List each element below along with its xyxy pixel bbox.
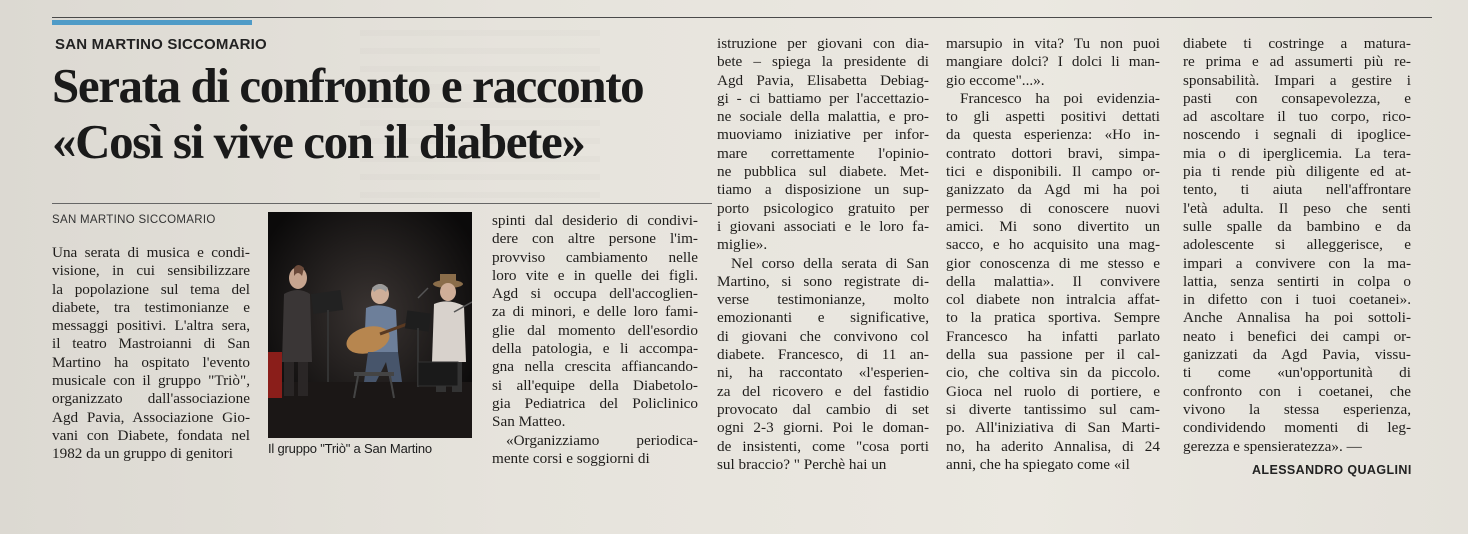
text-line: glie dal momento dell'esordio bbox=[492, 321, 698, 339]
text-line: ganizzato da Agd mi ha poi bbox=[946, 181, 1160, 199]
text-line: vani con Diabete, fondata nel bbox=[52, 426, 250, 444]
text-line: «Organizziamo periodica- bbox=[506, 431, 698, 449]
text-line: Gioca nel ruolo di portiere, e bbox=[946, 382, 1160, 400]
headline-rule bbox=[52, 203, 712, 204]
text-line: visione, in cui sensibilizzare bbox=[52, 262, 250, 280]
text-line: de insistenti, come "cosa porti bbox=[717, 437, 929, 455]
text-line: della patologia, e li accompa- bbox=[492, 340, 698, 358]
text-line: no, ha aderito Annalisa, di 24 bbox=[946, 437, 1160, 455]
text-line: pasti con consapevolezza, e bbox=[1183, 89, 1411, 107]
text-line: bete – spiega la presidente di bbox=[717, 53, 929, 71]
text-line: cio, che coltiva sin da piccolo. bbox=[946, 364, 1160, 382]
text-line: verse testimonianze, molto bbox=[717, 291, 929, 309]
text-line: di giovani che convivono col bbox=[717, 327, 929, 345]
text-line: Francesco ha infatti parlato bbox=[946, 327, 1160, 345]
text-line: za del ricovero e del fastidio bbox=[717, 382, 929, 400]
text-line: ganizzati da Agd Pavia, vissu- bbox=[1183, 346, 1411, 364]
text-line: diabete, tra testimonianze e bbox=[52, 298, 250, 316]
text-line: sulle spalle da bambino e da bbox=[1183, 217, 1411, 235]
text-line: za di minori, e delle loro fami- bbox=[492, 303, 698, 321]
text-line: tiamo a disposizione un sup- bbox=[717, 181, 929, 199]
text-line: mia o di iperglicemia. La tera- bbox=[1183, 144, 1411, 162]
text-line: gior conoscenza di me stesso e bbox=[946, 254, 1160, 272]
text-line: da questa esperienza: «Ho in- bbox=[946, 126, 1160, 144]
text-line: lattia, senza sentirti in colpa o bbox=[1183, 272, 1411, 290]
text-line: diabete. Francesco, di 11 an- bbox=[717, 346, 929, 364]
text-line: spinti dal desiderio di condivi- bbox=[492, 212, 698, 229]
text-line: ni, ha raccontato «l'esperien- bbox=[717, 364, 929, 382]
text-line: provocato dal cambio di set bbox=[717, 400, 929, 418]
text-line: San Matteo. bbox=[492, 413, 566, 431]
text-line: porto psicologico gratuito per bbox=[717, 199, 929, 217]
text-line: contrato dottori bravi, simpa- bbox=[946, 144, 1160, 162]
article-column-1 bbox=[52, 244, 250, 464]
text-line: sul braccio? " Perchè hai un bbox=[717, 455, 887, 473]
text-line: permesso di conoscere nuovi bbox=[946, 199, 1160, 217]
text-line: provviso cambiamento nelle bbox=[492, 248, 698, 266]
text-line: noscendo i segnali di ipoglice- bbox=[1183, 126, 1411, 144]
text-line: Agd si occupa dell'accoglien- bbox=[492, 285, 698, 303]
text-line: po. All'iniziativa di San Marti- bbox=[946, 419, 1160, 437]
author-signature: ALESSANDRO QUAGLINI bbox=[1252, 463, 1412, 477]
text-line: i giovani associati e le loro fa- bbox=[717, 217, 929, 235]
photo-caption: Il gruppo "Triò" a San Martino bbox=[268, 441, 432, 456]
text-line: gi - ci battiamo per l'accettazio- bbox=[717, 89, 929, 107]
text-line: marsupio in vita? Tu non puoi bbox=[946, 35, 1160, 52]
text-line: ti come «un'opportunità di bbox=[1183, 364, 1411, 382]
text-line: loro vite e in quelle dei figli. bbox=[492, 266, 698, 284]
text-line: re prima e ad assumerti più re- bbox=[1183, 53, 1411, 71]
text-line: sponsabilità. Impari a gestire i bbox=[1183, 71, 1411, 89]
text-line: mente corsi e soggiorni di bbox=[492, 449, 650, 467]
text-line: si all'equipe della Diabetolo- bbox=[492, 376, 698, 394]
concert-photo-illustration bbox=[268, 212, 472, 438]
section-label: SAN MARTINO SICCOMARIO bbox=[55, 36, 267, 53]
text-line: vivono la stessa esperienza, bbox=[1183, 400, 1411, 418]
text-line: tento, ti aiuta nell'affrontare bbox=[1183, 181, 1411, 199]
text-line: tici e disponibili. Il campo or- bbox=[946, 163, 1160, 181]
text-line: to la pratica sportiva. Sempre bbox=[946, 309, 1160, 327]
text-line: gio eccome"...». bbox=[946, 71, 1045, 89]
article-column-2 bbox=[492, 212, 698, 468]
text-line: diabete ti costringe a matura- bbox=[1183, 35, 1411, 52]
text-line: col diabete non intralcia affat- bbox=[946, 291, 1160, 309]
text-line: sacco, e ho acquisito una mag- bbox=[946, 236, 1160, 254]
text-line: Una serata di musica e condi- bbox=[52, 244, 250, 261]
text-line: Francesco ha poi evidenzia- bbox=[960, 89, 1160, 107]
text-line: Anche Annalisa ha poi sottoli- bbox=[1183, 309, 1411, 327]
text-line: mangiare dolci? I dolci li man- bbox=[946, 53, 1160, 71]
text-line: emozionanti e significative, bbox=[717, 309, 929, 327]
text-line: ogni 2-3 giorni. Poi le doman- bbox=[717, 419, 929, 437]
text-line: ne pubblica sul diabete. Met- bbox=[717, 163, 929, 181]
text-line: miglie». bbox=[717, 236, 768, 254]
article-column-4 bbox=[946, 35, 1160, 474]
headline-line-1: Serata di confronto e racconto bbox=[52, 58, 644, 113]
text-line: condividendo momenti di leg- bbox=[1183, 419, 1411, 437]
text-line: il teatro Mastroianni di San bbox=[52, 335, 250, 353]
text-line: musicale con il gruppo "Triò", bbox=[52, 372, 250, 390]
section-accent-bar bbox=[52, 20, 252, 25]
text-line: la popolazione sul tema del bbox=[52, 280, 250, 298]
article-headline bbox=[52, 58, 712, 170]
text-line: Nel corso della serata di San bbox=[731, 254, 929, 272]
text-line: neato i benefici dei campi or- bbox=[1183, 327, 1411, 345]
text-line: Martino ha ospitato l'evento bbox=[52, 353, 250, 371]
text-line: messaggi positivi. L'altra sera, bbox=[52, 317, 250, 335]
text-line: l'età adulta. Il peso che senti bbox=[1183, 199, 1411, 217]
text-line: si diverte tantissimo sul cam- bbox=[946, 400, 1160, 418]
text-line: amici. Mi sono divertito un bbox=[946, 217, 1160, 235]
text-line: ad ascoltare il tuo corpo, rico- bbox=[1183, 108, 1411, 126]
text-line: to gli aspetti positivi dettati bbox=[946, 108, 1160, 126]
text-line: in difetto con i tuoi coetanei». bbox=[1183, 291, 1411, 309]
text-line: dere con altre persone l'im- bbox=[492, 230, 698, 248]
text-line: Martino, si sono registrate di- bbox=[717, 272, 929, 290]
text-line: confronto con i coetanei, che bbox=[1183, 382, 1411, 400]
article-column-5 bbox=[1183, 35, 1411, 456]
text-line: gerezza e spensieratezza». — bbox=[1183, 437, 1362, 455]
headline-line-2: «Così si vive con il diabete» bbox=[52, 114, 585, 169]
article-column-3 bbox=[717, 35, 929, 474]
dateline: SAN MARTINO SICCOMARIO bbox=[52, 214, 216, 226]
text-line: mare correttamente l'opinio- bbox=[717, 144, 929, 162]
text-line: Agd Pavia, Associazione Gio- bbox=[52, 408, 250, 426]
text-line: adolescente si alleggerisce, e bbox=[1183, 236, 1411, 254]
text-line: Agd Pavia, Elisabetta Debiag- bbox=[717, 71, 929, 89]
text-line: pia ti rende più diligente ed at- bbox=[1183, 163, 1411, 181]
text-line: istruzione per giovani con dia- bbox=[717, 35, 929, 52]
text-line: della malattia». Il convivere bbox=[946, 272, 1160, 290]
text-line: 1982 da un gruppo di genitori bbox=[52, 445, 233, 463]
text-line: gna nella crescita affiancando- bbox=[492, 358, 698, 376]
text-line: impari a convivere con la ma- bbox=[1183, 254, 1411, 272]
text-line: organizzato dall'associazione bbox=[52, 390, 250, 408]
text-line: muoviamo iniziative per infor- bbox=[717, 126, 929, 144]
concert-photo bbox=[268, 212, 472, 438]
text-line: anni, che ha spiegato come «il bbox=[946, 455, 1130, 473]
text-line: ne sociale della malattia, e pro- bbox=[717, 108, 929, 126]
top-rule bbox=[52, 17, 1432, 18]
text-line: gia Pediatrica del Policlinico bbox=[492, 394, 698, 412]
text-line: della sua passione per il cal- bbox=[946, 346, 1160, 364]
